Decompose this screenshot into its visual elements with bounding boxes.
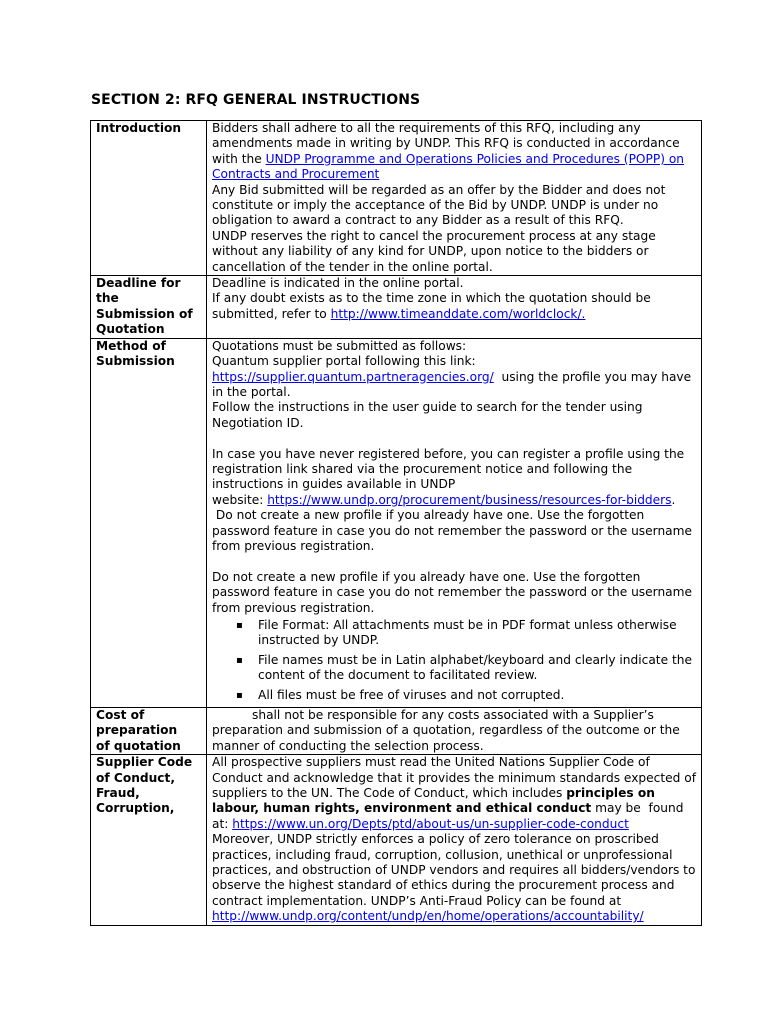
method-text: website:: [212, 492, 268, 507]
intro-paragraph-3: UNDP reserves the right to cancel the procurement process at any stage without any liability of any kind for UNDP, upon notice to the bidders or cancellation of the tender in the online portal.: [212, 228, 656, 274]
row-label-method: [91, 338, 207, 707]
table-row-conduct: [91, 755, 702, 925]
deadline-paragraph-1: Deadline is indicated in the online portal.: [212, 276, 464, 291]
row-label-line: Fraud,: [96, 786, 140, 801]
row-label-line: of Conduct,: [96, 770, 175, 785]
method-paragraph-6: [212, 493, 697, 508]
row-label-line: Cost of: [96, 708, 145, 722]
row-label-cost: [91, 708, 207, 755]
row-content-conduct: [207, 755, 702, 925]
list-item: [236, 652, 697, 684]
conduct-text: may be found at:: [212, 801, 688, 831]
row-content-deadline: [207, 276, 702, 339]
method-paragraph-7: Do not create a new profile if you already have one. Use the forgotten password feature in case you do not remember the password or the username from previous registration.: [212, 508, 696, 553]
row-content-introduction: [207, 121, 702, 276]
quantum-portal-link[interactable]: https://supplier.quantum.partneragencies.org/: [212, 369, 494, 384]
paragraph-spacer: [212, 431, 697, 446]
row-label-conduct: [91, 755, 207, 925]
accountability-link[interactable]: http://www.undp.org/content/undp/en/home/operations/accountability/: [212, 909, 644, 924]
row-label-line: Supplier Code: [96, 755, 193, 770]
intro-paragraph-2: Any Bid submitted will be regarded as an offer by the Bidder and does not constitute or imply the acceptance of the Bid by UNDP. UNDP is under no obligation to award a contract to any Bidder as a result of this RFQ.: [212, 182, 666, 228]
paragraph-spacer: [212, 554, 697, 569]
table-row-cost: [91, 708, 702, 755]
table-row-deadline: [91, 276, 702, 339]
conduct-paragraph-3: [212, 909, 697, 924]
row-content-cost: [207, 708, 702, 755]
cost-paragraph: [212, 708, 697, 754]
square-bullet-icon: ▪: [236, 619, 243, 631]
row-label-line: Submission of: [96, 306, 193, 321]
supplier-code-link[interactable]: https://www.un.org/Depts/ptd/about-us/un-supplier-code-conduct: [232, 816, 629, 831]
table-row-method: [91, 338, 702, 707]
method-paragraph-3: [212, 370, 697, 401]
list-item: [236, 687, 697, 703]
method-paragraph-1: Quotations must be submitted as follows:: [212, 338, 467, 353]
popp-link[interactable]: UNDP Programme and Operations Policies and Procedures (POPP) on Contracts and Procurement: [212, 151, 685, 182]
cost-text: shall not be responsible for any costs associated with a Supplier’s preparation and submission of a quotation, regardless of the outcome or the manner of conducting the selection process.: [212, 708, 680, 753]
row-label-introduction: [91, 121, 207, 276]
row-label-line: Deadline for: [96, 276, 181, 291]
intro-paragraph-1: [212, 121, 697, 183]
file-requirements-list: [212, 618, 697, 703]
list-item-text: All files must be free of viruses and not corrupted.: [258, 687, 565, 702]
method-paragraph-8: Do not create a new profile if you already have one. Use the forgotten password feature in case you do not remember the password or the username from previous registration.: [212, 569, 693, 615]
row-content-method: [207, 338, 702, 707]
row-label-line: Submission: [96, 354, 175, 369]
worldclock-link[interactable]: http://www.timeanddate.com/worldclock/.: [330, 306, 586, 321]
list-item-text: File names must be in Latin alphabet/keyboard and clearly indicate the content of the document to facilitated review.: [258, 652, 692, 683]
list-item: [236, 617, 697, 649]
square-bullet-icon: ▪: [236, 689, 243, 701]
section-title: SECTION 2: RFQ GENERAL INSTRUCTIONS: [91, 92, 421, 108]
method-text: using the profile you may have in the portal.: [212, 369, 695, 399]
square-bullet-icon: ▪: [236, 654, 243, 666]
method-paragraph-4: Follow the instructions in the user guide to search for the tender using Negotiation ID.: [212, 400, 643, 430]
instructions-table: [90, 120, 702, 926]
row-label-line: Method of: [96, 338, 166, 353]
row-label-line: Quotation: [96, 322, 165, 337]
row-label-line: Corruption,: [96, 801, 175, 816]
intro-text: Bidders shall adhere to all the requirements of this RFQ, including any amendments made in writing by UNDP. This RFQ is conducted in accordance with the: [212, 121, 680, 166]
method-text: .: [671, 492, 676, 507]
row-label-deadline: [91, 276, 207, 339]
list-item-text: File Format: All attachments must be in PDF format unless otherwise instructed by UNDP.: [258, 617, 677, 648]
conduct-paragraph-1: [212, 755, 697, 832]
conduct-bold-text: principles on labour, human rights, environment and ethical conduct: [212, 786, 655, 816]
conduct-text: All prospective suppliers must read the United Nations Supplier Code of Conduct and acknowledge that it provides the minimum standards expected of suppliers to the UN. The Code of Conduct, which includes: [212, 755, 697, 801]
method-paragraph-5: In case you have never registered before, you can register a profile using the registration link shared via the procurement notice and following the instructions in guides available in UNDP: [212, 446, 685, 492]
method-paragraph-2: Quantum supplier portal following this link:: [212, 354, 476, 369]
row-label-line: the: [96, 291, 119, 306]
conduct-paragraph-2: Moreover, UNDP strictly enforces a policy of zero tolerance on proscribed practices, including fraud, corruption, collusion, unethical or unprofessional practices, and obstruction of UNDP vendors and requires all bidders/vendors to observe the highest standard of ethics during the procurement process and contract implementation. UNDP’s Anti-Fraud Policy can be found at: [212, 832, 696, 908]
row-label-line: preparation: [96, 723, 178, 738]
deadline-paragraph-2: [212, 291, 697, 322]
row-label-line: of quotation: [96, 738, 181, 753]
table-row-introduction: [91, 121, 702, 276]
undp-bidders-resources-link[interactable]: https://www.undp.org/procurement/business/resources-for-bidders: [267, 492, 672, 507]
deadline-text: If any doubt exists as to the time zone in which the quotation should be submitted, refer to: [212, 291, 651, 321]
row-label-text: Introduction: [96, 121, 182, 135]
